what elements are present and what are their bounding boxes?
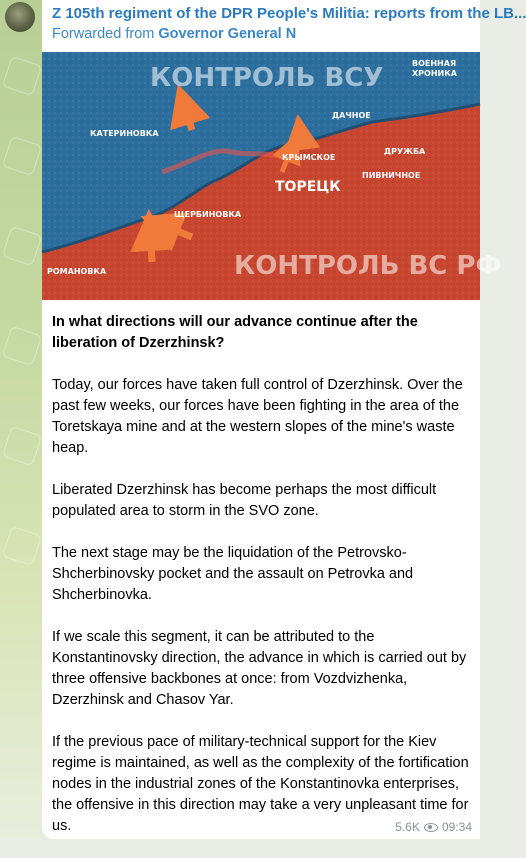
advance-arrow — [150, 230, 152, 262]
message-bubble — [42, 0, 526, 839]
message-paragraph: If we scale this segment, it can be attributed to the Konstantinovsky direction, the advance in which is carried out by three offensive backbones at once: from Vozdvizhenka, Dzerzhinsk and Chasov Yar. — [52, 629, 467, 708]
eye-icon — [424, 823, 438, 832]
message-paragraph: If the previous pace of military-technical support for the Kiev regime is maintained, as well as the complexity of the fortification nodes in the industrial zones of the Konstantinovka enterprises, the offensive in this direction may take a very unpleasant time for us. — [52, 734, 469, 834]
channel-title[interactable]: Z 105th regiment of the DPR People's Militia: reports from the LB... — [52, 5, 526, 22]
advance-arrow — [300, 132, 302, 147]
message-time: 09:34 — [441, 820, 472, 834]
forwarded-line — [52, 24, 476, 44]
map-control-bottom: КОНТРОЛЬ ВС РФ — [234, 251, 502, 281]
map-graphic — [42, 52, 502, 300]
forwarded-source-link[interactable]: Governor General N — [158, 26, 297, 42]
message-question: In what directions will our advance continue after the liberation of Dzerzhinsk? — [52, 314, 418, 351]
map-watermark-bottom: ХРОНИКА — [412, 69, 457, 78]
forwarded-prefix: Forwarded from — [52, 26, 159, 42]
message-paragraph: The next stage may be the liquidation of the Petrovsko-Shcherbinovsky pocket and the assault on Petrovka and Shcherbinovka. — [52, 545, 414, 603]
message-header — [52, 4, 526, 44]
map-image[interactable] — [42, 52, 502, 300]
message-paragraph: Liberated Dzerzhinsk has become perhaps the most difficult populated area to storm in the SVO zone. — [52, 482, 437, 519]
place-shcherbinovka: ЩЕРБИНОВКА — [174, 210, 242, 219]
place-druzhba: ДРУЖБА — [384, 147, 426, 156]
message-paragraph: Today, our forces have taken full control of Dzerzhinsk. Over the past few weeks, our forces have been fighting in the area of the Toretskaya mine and at the western slopes of the mine's waste heap. — [52, 377, 463, 456]
message-text — [52, 312, 472, 858]
message-meta — [395, 820, 472, 834]
place-krymskoe: КРЫМСКОЕ — [282, 153, 336, 162]
place-romanovka: РОМАНОВКА — [47, 267, 107, 276]
channel-avatar[interactable] — [5, 2, 35, 32]
place-katerinovka: КАТЕРИНОВКА — [90, 129, 159, 138]
chat-wallpaper — [0, 0, 44, 839]
map-control-top: КОНТРОЛЬ ВСУ — [150, 63, 384, 93]
view-count: 5.6K — [395, 820, 420, 834]
place-pivnichnoe: ПИВНИЧНОЕ — [362, 171, 421, 180]
place-dachnoe: ДАЧНОЕ — [332, 111, 371, 120]
map-watermark-top: ВОЕННАЯ — [412, 59, 457, 68]
place-toretsk: ТОРЕЦК — [275, 179, 341, 195]
